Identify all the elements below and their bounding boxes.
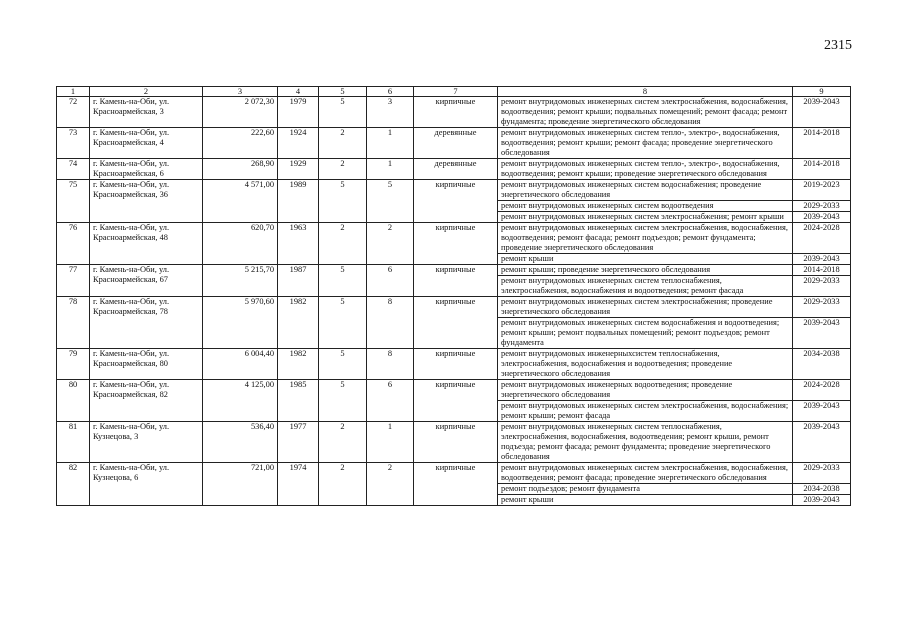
building-area: 4 571,00 bbox=[203, 180, 278, 223]
repair-period: 2029-2033 bbox=[793, 297, 851, 318]
wall-material: кирпичные bbox=[414, 97, 498, 128]
building-address: г. Камень-на-Оби, ул. Красноармейская, 67 bbox=[90, 265, 203, 297]
repair-period: 2039-2043 bbox=[793, 495, 851, 506]
repair-works: ремонт внутридомовых инженерных систем теплоснабжения, электроснабжения, водоснабжения и водоотведения; ремонт фасада bbox=[498, 276, 793, 297]
entrance-count: 5 bbox=[367, 180, 414, 223]
wall-material: деревянные bbox=[414, 128, 498, 159]
repair-works: ремонт крыши bbox=[498, 254, 793, 265]
building-address: г. Камень-на-Оби, ул. Красноармейская, 36 bbox=[90, 180, 203, 223]
entrance-count: 8 bbox=[367, 297, 414, 349]
repair-period: 2034-2038 bbox=[793, 484, 851, 495]
build-year: 1924 bbox=[278, 128, 319, 159]
repair-works: ремонт внутридомовых инженерных систем водоснабжения; проведение энергетического обследования bbox=[498, 180, 793, 201]
floor-count: 2 bbox=[319, 128, 367, 159]
table-row bbox=[57, 463, 851, 484]
build-year: 1979 bbox=[278, 97, 319, 128]
row-number: 76 bbox=[57, 223, 90, 265]
wall-material: кирпичные bbox=[414, 380, 498, 422]
repair-period: 2024-2028 bbox=[793, 380, 851, 401]
entrance-count: 2 bbox=[367, 463, 414, 506]
repair-period: 2039-2043 bbox=[793, 212, 851, 223]
repair-works: ремонт внутридомовых инженерных систем электроснабжения, водоснабжения, водоотведения; ремонт крыши; подвальных помещений; ремонт фасада; ремонт фундамента; проведение энергетического обследования bbox=[498, 97, 793, 128]
column-number: 4 bbox=[278, 87, 319, 97]
table-row bbox=[57, 422, 851, 463]
build-year: 1929 bbox=[278, 159, 319, 180]
row-number: 80 bbox=[57, 380, 90, 422]
repair-works: ремонт внутридомовых инженерных систем теплоснабжения, электроснабжения, водоснабжения, водоотведения; ремонт крыши, ремонт подъезда; ремонт фасада; ремонт фундамента; проведение энергетического обследования bbox=[498, 422, 793, 463]
wall-material: кирпичные bbox=[414, 265, 498, 297]
repair-period: 2039-2043 bbox=[793, 422, 851, 463]
entrance-count: 8 bbox=[367, 349, 414, 380]
row-number: 75 bbox=[57, 180, 90, 223]
table-row bbox=[57, 380, 851, 401]
column-number-row bbox=[57, 87, 851, 97]
building-address: г. Камень-на-Оби, ул. Кузнецова, 6 bbox=[90, 463, 203, 506]
row-number: 79 bbox=[57, 349, 90, 380]
row-number: 82 bbox=[57, 463, 90, 506]
entrance-count: 6 bbox=[367, 265, 414, 297]
building-area: 222,60 bbox=[203, 128, 278, 159]
floor-count: 5 bbox=[319, 297, 367, 349]
table-row bbox=[57, 128, 851, 159]
column-number: 8 bbox=[498, 87, 793, 97]
table-row bbox=[57, 297, 851, 318]
page-number: 2315 bbox=[824, 38, 852, 53]
build-year: 1963 bbox=[278, 223, 319, 265]
entrance-count: 3 bbox=[367, 97, 414, 128]
repair-period: 2014-2018 bbox=[793, 159, 851, 180]
repair-works: ремонт внутридомовых инженерных систем электроснабжения, водоснабжения, водоотведения; ремонт фасада; ремонт подъездов; ремонт фундамента; проведение энергетического обследования bbox=[498, 223, 793, 254]
floor-count: 2 bbox=[319, 463, 367, 506]
entrance-count: 6 bbox=[367, 380, 414, 422]
build-year: 1985 bbox=[278, 380, 319, 422]
repair-program-table bbox=[56, 86, 851, 506]
repair-works: ремонт внутридомовых инженерныхсистем теплоснабжения, электроснабжения, водоснабжения и водоотведения; проведение энергетического обследования bbox=[498, 349, 793, 380]
building-area: 268,90 bbox=[203, 159, 278, 180]
repair-period: 2029-2033 bbox=[793, 276, 851, 297]
building-area: 536,40 bbox=[203, 422, 278, 463]
wall-material: кирпичные bbox=[414, 463, 498, 506]
repair-period: 2019-2023 bbox=[793, 180, 851, 201]
repair-period: 2039-2043 bbox=[793, 401, 851, 422]
building-area: 2 072,30 bbox=[203, 97, 278, 128]
repair-period: 2024-2028 bbox=[793, 223, 851, 254]
repair-works: ремонт внутридомовых инженерных водоотведения; проведение энергетического обследования bbox=[498, 380, 793, 401]
build-year: 1987 bbox=[278, 265, 319, 297]
building-address: г. Камень-на-Оби, ул. Красноармейская, 3 bbox=[90, 97, 203, 128]
column-number: 2 bbox=[90, 87, 203, 97]
building-area: 721,00 bbox=[203, 463, 278, 506]
repair-works: ремонт крыши bbox=[498, 495, 793, 506]
wall-material: кирпичные bbox=[414, 180, 498, 223]
repair-works: ремонт внутридомовых инженерных систем электроснабжения, водоснабжения, водоотведения; ремонт фасада; проведение энергетического обследования bbox=[498, 463, 793, 484]
floor-count: 2 bbox=[319, 159, 367, 180]
repair-period: 2034-2038 bbox=[793, 349, 851, 380]
table-row bbox=[57, 180, 851, 201]
repair-period: 2014-2018 bbox=[793, 128, 851, 159]
wall-material: кирпичные bbox=[414, 422, 498, 463]
row-number: 77 bbox=[57, 265, 90, 297]
row-number: 78 bbox=[57, 297, 90, 349]
table-row bbox=[57, 159, 851, 180]
repair-period: 2029-2033 bbox=[793, 201, 851, 212]
entrance-count: 2 bbox=[367, 223, 414, 265]
build-year: 1982 bbox=[278, 349, 319, 380]
repair-period: 2029-2033 bbox=[793, 463, 851, 484]
row-number: 72 bbox=[57, 97, 90, 128]
table-row bbox=[57, 97, 851, 128]
floor-count: 5 bbox=[319, 97, 367, 128]
floor-count: 5 bbox=[319, 349, 367, 380]
building-area: 5 970,60 bbox=[203, 297, 278, 349]
wall-material: кирпичные bbox=[414, 349, 498, 380]
building-address: г. Камень-на-Оби, ул. Красноармейская, 4 bbox=[90, 128, 203, 159]
build-year: 1982 bbox=[278, 297, 319, 349]
build-year: 1974 bbox=[278, 463, 319, 506]
building-area: 6 004,40 bbox=[203, 349, 278, 380]
repair-works: ремонт внутридомовых инженерных систем электроснабжения, водоснабжения; ремонт крыши; ремонт фасада bbox=[498, 401, 793, 422]
building-area: 5 215,70 bbox=[203, 265, 278, 297]
floor-count: 5 bbox=[319, 180, 367, 223]
column-number: 3 bbox=[203, 87, 278, 97]
repair-period: 2039-2043 bbox=[793, 254, 851, 265]
wall-material: кирпичные bbox=[414, 297, 498, 349]
floor-count: 2 bbox=[319, 422, 367, 463]
building-address: г. Камень-на-Оби, ул. Красноармейская, 80 bbox=[90, 349, 203, 380]
repair-works: ремонт внутридомовых инженерных систем водоснабжения и водоотведения; ремонт крыши; ремонт подвальных помещений; ремонт подъездов; ремонт фундамента bbox=[498, 318, 793, 349]
floor-count: 2 bbox=[319, 223, 367, 265]
column-number: 6 bbox=[367, 87, 414, 97]
repair-works: ремонт подъездов; ремонт фундамента bbox=[498, 484, 793, 495]
entrance-count: 1 bbox=[367, 422, 414, 463]
entrance-count: 1 bbox=[367, 159, 414, 180]
repair-works: ремонт внутридомовых инженерных систем электроснабжения; ремонт крыши bbox=[498, 212, 793, 223]
table-row bbox=[57, 223, 851, 254]
building-address: г. Камень-на-Оби, ул. Красноармейская, 78 bbox=[90, 297, 203, 349]
row-number: 73 bbox=[57, 128, 90, 159]
column-number: 5 bbox=[319, 87, 367, 97]
table-row bbox=[57, 349, 851, 380]
build-year: 1989 bbox=[278, 180, 319, 223]
repair-works: ремонт внутридомовых инженерных систем тепло-, электро-, водоснабжения, водоотведения; ремонт крыши; ремонт фасада; проведение энергетического обследования bbox=[498, 128, 793, 159]
building-area: 620,70 bbox=[203, 223, 278, 265]
building-address: г. Камень-на-Оби, ул. Красноармейская, 48 bbox=[90, 223, 203, 265]
repair-works: ремонт крыши; проведение энергетического обследования bbox=[498, 265, 793, 276]
row-number: 74 bbox=[57, 159, 90, 180]
column-number: 7 bbox=[414, 87, 498, 97]
building-address: г. Камень-на-Оби, ул. Красноармейская, 6 bbox=[90, 159, 203, 180]
repair-period: 2039-2043 bbox=[793, 97, 851, 128]
row-number: 81 bbox=[57, 422, 90, 463]
table-row bbox=[57, 265, 851, 276]
building-area: 4 125,00 bbox=[203, 380, 278, 422]
repair-works: ремонт внутридомовых инженерных систем водоотведения bbox=[498, 201, 793, 212]
wall-material: деревянные bbox=[414, 159, 498, 180]
column-number: 9 bbox=[793, 87, 851, 97]
column-number: 1 bbox=[57, 87, 90, 97]
building-address: г. Камень-на-Оби, ул. Кузнецова, 3 bbox=[90, 422, 203, 463]
repair-period: 2014-2018 bbox=[793, 265, 851, 276]
wall-material: кирпичные bbox=[414, 223, 498, 265]
building-address: г. Камень-на-Оби, ул. Красноармейская, 82 bbox=[90, 380, 203, 422]
build-year: 1977 bbox=[278, 422, 319, 463]
repair-period: 2039-2043 bbox=[793, 318, 851, 349]
floor-count: 5 bbox=[319, 380, 367, 422]
floor-count: 5 bbox=[319, 265, 367, 297]
repair-works: ремонт внутридомовых инженерных систем тепло-, электро-, водоснабжения, водоотведения; ремонт крыши; проведение энергетического обследования bbox=[498, 159, 793, 180]
repair-works: ремонт внутридомовых инженерных систем электроснабжения; проведение энергетического обследования bbox=[498, 297, 793, 318]
entrance-count: 1 bbox=[367, 128, 414, 159]
